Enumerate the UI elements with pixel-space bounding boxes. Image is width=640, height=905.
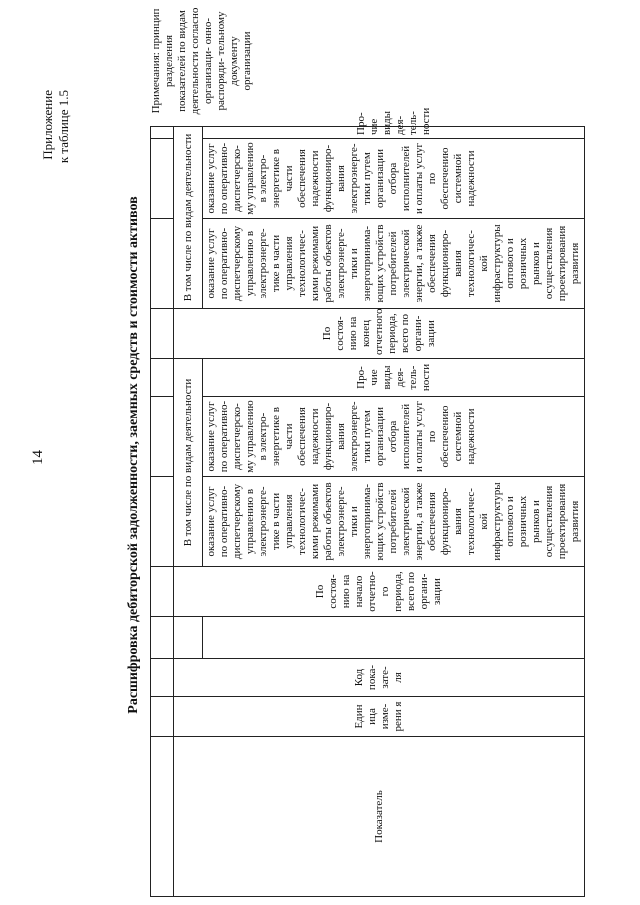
page-number: 14: [30, 450, 46, 465]
dispatch-header-start: оказание услуг по оперативно- диспетчерскому управлению в электроэнерге- тике в части управления технологичес- кими режимами работы объектов электроэнерге- тики и энергопринима- ющих устройств потребителей электрической энергии, а также обеспечения функциониро- вания технологичес- кой инфраструктуры оптового и розничных рынков и осуществления проектирования развития: [203, 477, 585, 567]
reliability-header-start: оказание услуг по оперативно- диспетчерско- му управлению в электро- энергетике в части обеспечения надежности функциониро- вания электроэнерге- тики путем организации отбора исполнителей и оплаты услуг по обеспечению системной надежности: [203, 397, 585, 477]
appendix-line2: к таблице 1.5: [56, 90, 71, 164]
other-header-start: Про- чие виды дея- тель- ности: [203, 359, 585, 397]
breakdown-table: [150, 107, 585, 897]
page-title: Расшифровка дебиторской задолженности, заемных средств и стоимости активов: [126, 196, 141, 714]
start-state-header: По состоя- нию на начало отчетно- го периода, всего по органи- зации: [174, 567, 585, 617]
dispatch-header-end: оказание услуг по оперативно- диспетчерскому управлению в электроэнерге- тике в части управления технологичес- кими режимами работы объектов электроэнерге- тики и энергопринима- ющих устройств потребителей электрической энергии, а также обеспечения функциониро- вания технологичес- кой инфраструктуры оптового и розничных рынков и осуществления проектирования развития: [203, 219, 585, 309]
table-row: [151, 127, 174, 897]
by-activity-header-end: В том числе по видам деятельности: [174, 127, 203, 309]
table-row: [174, 127, 203, 897]
appendix-label: [40, 90, 72, 163]
other-header-end: Про- чие виды дея- тель- ности: [203, 127, 585, 139]
unit-header: Един ица изме- рени я: [174, 697, 585, 737]
notes-header: Примечания: принцип разделения показателей по видам деятельности согласно организаци- онно- распоряди- тельному документу организации: [150, 7, 253, 115]
code-header: Код пока- зате- ля: [174, 659, 585, 697]
appendix-line1: Приложение: [40, 90, 55, 160]
indicator-header: Показатель: [174, 737, 585, 897]
reliability-header-end: оказание услуг по оперативно- диспетчерско- му управлению в электро- энергетике в части обеспечения надежности функциониро- вания электроэнерге- тики путем организации отбора исполнителей и оплаты услуг по обеспечению системной надежности: [203, 139, 585, 219]
by-activity-header-start: В том числе по видам деятельности: [174, 359, 203, 567]
end-state-header: По состоя- нию на конец отчетного периода, всего по органи- зации: [174, 309, 585, 359]
